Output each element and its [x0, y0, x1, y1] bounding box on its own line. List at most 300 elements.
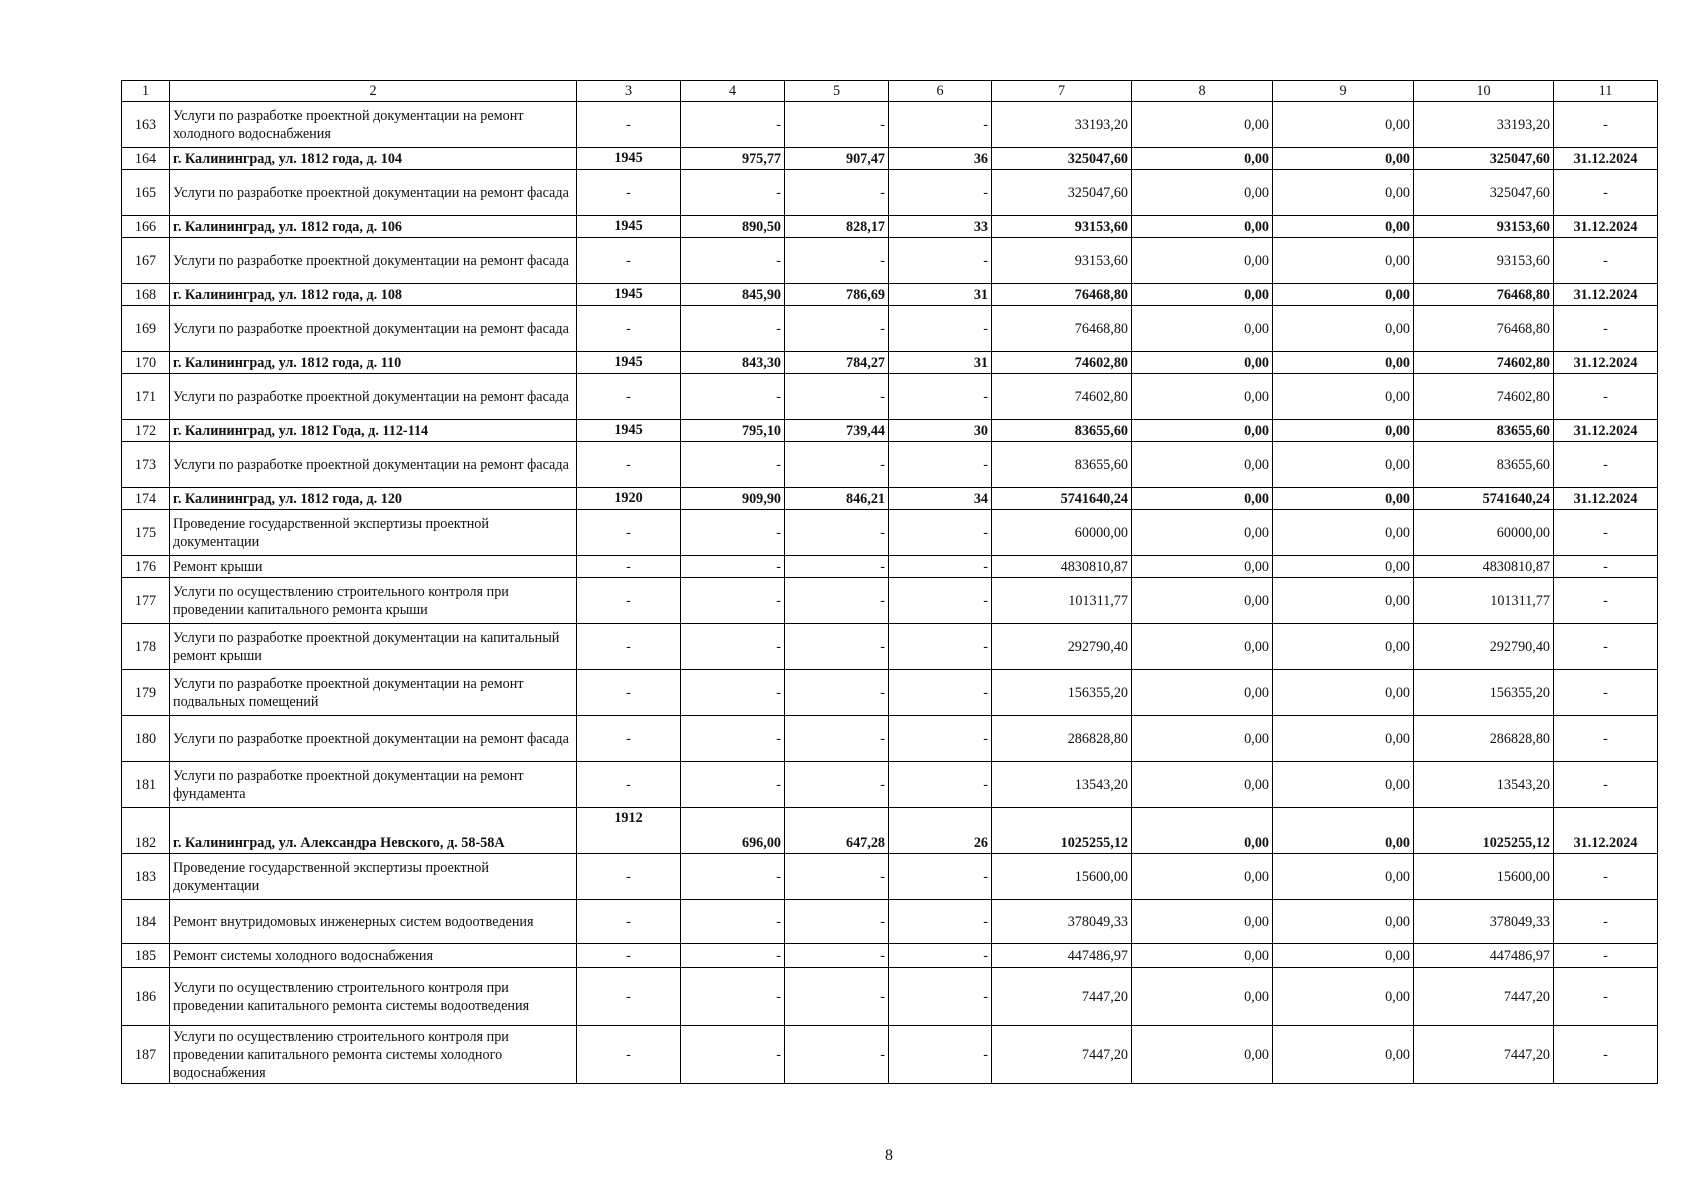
col9-value: 0,00	[1273, 306, 1414, 352]
col4-value: -	[681, 442, 785, 488]
col8-value: 0,00	[1132, 1026, 1273, 1084]
col11-value: 31.12.2024	[1554, 148, 1658, 170]
col9-value: 0,00	[1273, 670, 1414, 716]
table-row	[122, 1026, 1658, 1084]
col10-value: 325047,60	[1414, 148, 1554, 170]
col3-value: -	[577, 900, 681, 944]
col7-value: 74602,80	[992, 352, 1132, 374]
col7-value: 83655,60	[992, 442, 1132, 488]
col3-value: -	[577, 442, 681, 488]
col3-value: -	[577, 102, 681, 148]
col5-value: 907,47	[785, 148, 889, 170]
col6-value: 30	[889, 420, 992, 442]
col7-value: 325047,60	[992, 148, 1132, 170]
table-row	[122, 854, 1658, 900]
col8-value: 0,00	[1132, 808, 1273, 854]
row-number: 163	[122, 102, 170, 148]
col4-value: 975,77	[681, 148, 785, 170]
row-number: 167	[122, 238, 170, 284]
col3-value: -	[577, 944, 681, 968]
table-row	[122, 306, 1658, 352]
col6-value: -	[889, 442, 992, 488]
col10-value: 156355,20	[1414, 670, 1554, 716]
col4-value: -	[681, 968, 785, 1026]
col7-value: 76468,80	[992, 284, 1132, 306]
col9-value: 0,00	[1273, 148, 1414, 170]
col4-value: 909,90	[681, 488, 785, 510]
row-number: 170	[122, 352, 170, 374]
col4-value: -	[681, 900, 785, 944]
col10-value: 447486,97	[1414, 944, 1554, 968]
col3-value: 1945	[577, 420, 681, 442]
col10-value: 74602,80	[1414, 352, 1554, 374]
table-row	[122, 442, 1658, 488]
col9-value: 0,00	[1273, 510, 1414, 556]
col5-value: -	[785, 762, 889, 808]
column-number: 9	[1273, 81, 1414, 102]
col6-value: -	[889, 624, 992, 670]
col5-value: -	[785, 510, 889, 556]
col3-value: -	[577, 578, 681, 624]
col3-value: -	[577, 716, 681, 762]
col9-value: 0,00	[1273, 624, 1414, 670]
col4-value: 845,90	[681, 284, 785, 306]
col4-value: -	[681, 854, 785, 900]
item-name: г. Калининград, ул. 1812 года, д. 120	[170, 488, 577, 510]
col9-value: 0,00	[1273, 762, 1414, 808]
col10-value: 13543,20	[1414, 762, 1554, 808]
col9-value: 0,00	[1273, 900, 1414, 944]
item-name: г. Калининград, ул. 1812 года, д. 106	[170, 216, 577, 238]
col11-value: -	[1554, 442, 1658, 488]
item-name: Ремонт системы холодного водоснабжения	[170, 944, 577, 968]
col6-value: -	[889, 900, 992, 944]
col10-value: 286828,80	[1414, 716, 1554, 762]
col7-value: 7447,20	[992, 1026, 1132, 1084]
col3-value: 1912	[577, 808, 681, 854]
address-row	[122, 148, 1658, 170]
row-number: 164	[122, 148, 170, 170]
col10-value: 76468,80	[1414, 306, 1554, 352]
col4-value: -	[681, 556, 785, 578]
address-row	[122, 488, 1658, 510]
table-row	[122, 900, 1658, 944]
table-row	[122, 944, 1658, 968]
col3-value: 1945	[577, 352, 681, 374]
address-row	[122, 216, 1658, 238]
col9-value: 0,00	[1273, 578, 1414, 624]
col5-value: -	[785, 854, 889, 900]
col6-value: -	[889, 670, 992, 716]
item-name: Проведение государственной экспертизы проектной документации	[170, 854, 577, 900]
col9-value: 0,00	[1273, 420, 1414, 442]
column-number: 1	[122, 81, 170, 102]
col6-value: -	[889, 306, 992, 352]
row-number: 178	[122, 624, 170, 670]
column-number: 8	[1132, 81, 1273, 102]
col6-value: 36	[889, 148, 992, 170]
item-name: Услуги по осуществлению строительного контроля при проведении капитального ремонта системы водоотведения	[170, 968, 577, 1026]
row-number: 185	[122, 944, 170, 968]
col3-value: 1920	[577, 488, 681, 510]
col4-value: 696,00	[681, 808, 785, 854]
row-number: 174	[122, 488, 170, 510]
col10-value: 76468,80	[1414, 284, 1554, 306]
col11-value: -	[1554, 170, 1658, 216]
col7-value: 286828,80	[992, 716, 1132, 762]
col10-value: 33193,20	[1414, 102, 1554, 148]
col3-value: -	[577, 374, 681, 420]
col11-value: -	[1554, 900, 1658, 944]
col9-value: 0,00	[1273, 352, 1414, 374]
row-number: 179	[122, 670, 170, 716]
col4-value: -	[681, 944, 785, 968]
col5-value: -	[785, 1026, 889, 1084]
col5-value: -	[785, 238, 889, 284]
row-number: 181	[122, 762, 170, 808]
col7-value: 93153,60	[992, 216, 1132, 238]
col3-value: 1945	[577, 216, 681, 238]
col4-value: -	[681, 510, 785, 556]
table-row	[122, 556, 1658, 578]
table-row	[122, 624, 1658, 670]
col7-value: 101311,77	[992, 578, 1132, 624]
col10-value: 101311,77	[1414, 578, 1554, 624]
col10-value: 378049,33	[1414, 900, 1554, 944]
row-number: 180	[122, 716, 170, 762]
col7-value: 93153,60	[992, 238, 1132, 284]
col11-value: -	[1554, 968, 1658, 1026]
table-row	[122, 716, 1658, 762]
item-name: Услуги по осуществлению строительного контроля при проведении капитального ремонта системы холодного водоснабжения	[170, 1026, 577, 1084]
item-name: Услуги по разработке проектной документации на ремонт фасада	[170, 374, 577, 420]
item-name: г. Калининград, ул. 1812 года, д. 108	[170, 284, 577, 306]
col11-value: -	[1554, 670, 1658, 716]
col5-value: -	[785, 716, 889, 762]
col4-value: -	[681, 762, 785, 808]
col8-value: 0,00	[1132, 510, 1273, 556]
col3-value: -	[577, 170, 681, 216]
item-name: Ремонт крыши	[170, 556, 577, 578]
col8-value: 0,00	[1132, 148, 1273, 170]
page-number: 8	[885, 1147, 893, 1164]
col11-value: -	[1554, 624, 1658, 670]
col8-value: 0,00	[1132, 442, 1273, 488]
col11-value: -	[1554, 510, 1658, 556]
row-number: 177	[122, 578, 170, 624]
col4-value: -	[681, 716, 785, 762]
col5-value: 784,27	[785, 352, 889, 374]
col11-value: -	[1554, 578, 1658, 624]
column-number: 4	[681, 81, 785, 102]
col9-value: 0,00	[1273, 556, 1414, 578]
col10-value: 93153,60	[1414, 238, 1554, 284]
row-number: 176	[122, 556, 170, 578]
col3-value: -	[577, 854, 681, 900]
col5-value: -	[785, 374, 889, 420]
col5-value: -	[785, 306, 889, 352]
col8-value: 0,00	[1132, 102, 1273, 148]
col7-value: 83655,60	[992, 420, 1132, 442]
col6-value: -	[889, 1026, 992, 1084]
col6-value: -	[889, 578, 992, 624]
col4-value: 843,30	[681, 352, 785, 374]
table-row	[122, 102, 1658, 148]
col6-value: 31	[889, 284, 992, 306]
col7-value: 4830810,87	[992, 556, 1132, 578]
item-name: Ремонт внутридомовых инженерных систем водоотведения	[170, 900, 577, 944]
col7-value: 76468,80	[992, 306, 1132, 352]
col3-value: -	[577, 556, 681, 578]
col10-value: 7447,20	[1414, 968, 1554, 1026]
col11-value: 31.12.2024	[1554, 808, 1658, 854]
item-name: г. Калининград, ул. 1812 Года, д. 112-114	[170, 420, 577, 442]
col10-value: 292790,40	[1414, 624, 1554, 670]
col5-value: -	[785, 968, 889, 1026]
col8-value: 0,00	[1132, 670, 1273, 716]
col11-value: 31.12.2024	[1554, 216, 1658, 238]
col8-value: 0,00	[1132, 968, 1273, 1026]
address-row	[122, 284, 1658, 306]
col10-value: 74602,80	[1414, 374, 1554, 420]
data-table	[121, 80, 1658, 1084]
col6-value: -	[889, 374, 992, 420]
col6-value: -	[889, 102, 992, 148]
col10-value: 1025255,12	[1414, 808, 1554, 854]
col7-value: 1025255,12	[992, 808, 1132, 854]
col8-value: 0,00	[1132, 306, 1273, 352]
col9-value: 0,00	[1273, 944, 1414, 968]
column-number-row	[122, 81, 1658, 102]
col4-value: -	[681, 374, 785, 420]
column-number: 2	[170, 81, 577, 102]
col3-value: 1945	[577, 148, 681, 170]
col6-value: 26	[889, 808, 992, 854]
col11-value: 31.12.2024	[1554, 284, 1658, 306]
col9-value: 0,00	[1273, 488, 1414, 510]
col8-value: 0,00	[1132, 716, 1273, 762]
col10-value: 60000,00	[1414, 510, 1554, 556]
col4-value: -	[681, 306, 785, 352]
col8-value: 0,00	[1132, 624, 1273, 670]
item-name: Проведение государственной экспертизы проектной документации	[170, 510, 577, 556]
col9-value: 0,00	[1273, 374, 1414, 420]
table-body	[122, 81, 1658, 1084]
col3-value: -	[577, 1026, 681, 1084]
col7-value: 325047,60	[992, 170, 1132, 216]
col6-value: -	[889, 968, 992, 1026]
col9-value: 0,00	[1273, 808, 1414, 854]
col4-value: -	[681, 238, 785, 284]
table-row	[122, 510, 1658, 556]
col9-value: 0,00	[1273, 216, 1414, 238]
row-number: 173	[122, 442, 170, 488]
col11-value: -	[1554, 306, 1658, 352]
col11-value: -	[1554, 238, 1658, 284]
col6-value: -	[889, 556, 992, 578]
col4-value: -	[681, 170, 785, 216]
col5-value: -	[785, 102, 889, 148]
col8-value: 0,00	[1132, 374, 1273, 420]
col10-value: 5741640,24	[1414, 488, 1554, 510]
col7-value: 60000,00	[992, 510, 1132, 556]
col3-value: -	[577, 762, 681, 808]
col3-value: -	[577, 624, 681, 670]
col11-value: -	[1554, 762, 1658, 808]
row-number: 171	[122, 374, 170, 420]
col8-value: 0,00	[1132, 762, 1273, 808]
table-row	[122, 578, 1658, 624]
col5-value: 739,44	[785, 420, 889, 442]
col4-value: -	[681, 1026, 785, 1084]
col9-value: 0,00	[1273, 1026, 1414, 1084]
row-number: 172	[122, 420, 170, 442]
col8-value: 0,00	[1132, 854, 1273, 900]
col7-value: 292790,40	[992, 624, 1132, 670]
col7-value: 13543,20	[992, 762, 1132, 808]
table-row	[122, 762, 1658, 808]
col3-value: -	[577, 510, 681, 556]
col8-value: 0,00	[1132, 556, 1273, 578]
col7-value: 156355,20	[992, 670, 1132, 716]
col7-value: 15600,00	[992, 854, 1132, 900]
col7-value: 447486,97	[992, 944, 1132, 968]
col8-value: 0,00	[1132, 578, 1273, 624]
item-name: Услуги по разработке проектной документации на ремонт фасада	[170, 170, 577, 216]
col3-value: 1945	[577, 284, 681, 306]
col9-value: 0,00	[1273, 716, 1414, 762]
col4-value: 795,10	[681, 420, 785, 442]
col7-value: 5741640,24	[992, 488, 1132, 510]
item-name: Услуги по разработке проектной документации на ремонт фундамента	[170, 762, 577, 808]
col10-value: 4830810,87	[1414, 556, 1554, 578]
item-name: Услуги по осуществлению строительного контроля при проведении капитального ремонта крыши	[170, 578, 577, 624]
col11-value: -	[1554, 374, 1658, 420]
col9-value: 0,00	[1273, 238, 1414, 284]
row-number: 186	[122, 968, 170, 1026]
col11-value: -	[1554, 556, 1658, 578]
col5-value: 846,21	[785, 488, 889, 510]
item-name: г. Калининград, ул. Александра Невского, д. 58-58А	[170, 808, 577, 854]
col6-value: -	[889, 716, 992, 762]
col6-value: -	[889, 762, 992, 808]
col11-value: -	[1554, 854, 1658, 900]
address-row	[122, 808, 1658, 854]
col7-value: 74602,80	[992, 374, 1132, 420]
col4-value: -	[681, 624, 785, 670]
col8-value: 0,00	[1132, 216, 1273, 238]
table-row	[122, 670, 1658, 716]
col4-value: -	[681, 102, 785, 148]
col4-value: -	[681, 670, 785, 716]
col6-value: 31	[889, 352, 992, 374]
col8-value: 0,00	[1132, 238, 1273, 284]
table-row	[122, 170, 1658, 216]
col11-value: -	[1554, 944, 1658, 968]
col7-value: 33193,20	[992, 102, 1132, 148]
col9-value: 0,00	[1273, 170, 1414, 216]
col8-value: 0,00	[1132, 488, 1273, 510]
col8-value: 0,00	[1132, 900, 1273, 944]
col8-value: 0,00	[1132, 352, 1273, 374]
item-name: Услуги по разработке проектной документации на ремонт фасада	[170, 442, 577, 488]
col5-value: 647,28	[785, 808, 889, 854]
col6-value: -	[889, 510, 992, 556]
col11-value: -	[1554, 1026, 1658, 1084]
col11-value: -	[1554, 716, 1658, 762]
col8-value: 0,00	[1132, 420, 1273, 442]
col6-value: 33	[889, 216, 992, 238]
col10-value: 7447,20	[1414, 1026, 1554, 1084]
col10-value: 83655,60	[1414, 420, 1554, 442]
column-number: 6	[889, 81, 992, 102]
item-name: г. Калининград, ул. 1812 года, д. 104	[170, 148, 577, 170]
row-number: 182	[122, 808, 170, 854]
col9-value: 0,00	[1273, 442, 1414, 488]
item-name: г. Калининград, ул. 1812 года, д. 110	[170, 352, 577, 374]
col6-value: -	[889, 854, 992, 900]
col8-value: 0,00	[1132, 170, 1273, 216]
col4-value: 890,50	[681, 216, 785, 238]
col4-value: -	[681, 578, 785, 624]
col7-value: 378049,33	[992, 900, 1132, 944]
col6-value: 34	[889, 488, 992, 510]
col3-value: -	[577, 968, 681, 1026]
col7-value: 7447,20	[992, 968, 1132, 1026]
item-name: Услуги по разработке проектной документации на ремонт подвальных помещений	[170, 670, 577, 716]
col9-value: 0,00	[1273, 284, 1414, 306]
row-number: 184	[122, 900, 170, 944]
col3-value: -	[577, 238, 681, 284]
col11-value: 31.12.2024	[1554, 488, 1658, 510]
item-name: Услуги по разработке проектной документации на ремонт фасада	[170, 306, 577, 352]
col8-value: 0,00	[1132, 944, 1273, 968]
table-row	[122, 374, 1658, 420]
col5-value: -	[785, 624, 889, 670]
col8-value: 0,00	[1132, 284, 1273, 306]
column-number: 5	[785, 81, 889, 102]
col11-value: -	[1554, 102, 1658, 148]
col6-value: -	[889, 944, 992, 968]
row-number: 165	[122, 170, 170, 216]
col5-value: -	[785, 900, 889, 944]
item-name: Услуги по разработке проектной документации на капитальный ремонт крыши	[170, 624, 577, 670]
col10-value: 15600,00	[1414, 854, 1554, 900]
column-number: 3	[577, 81, 681, 102]
col9-value: 0,00	[1273, 854, 1414, 900]
item-name: Услуги по разработке проектной документации на ремонт холодного водоснабжения	[170, 102, 577, 148]
col6-value: -	[889, 170, 992, 216]
col10-value: 83655,60	[1414, 442, 1554, 488]
col5-value: 828,17	[785, 216, 889, 238]
col5-value: -	[785, 578, 889, 624]
col5-value: -	[785, 556, 889, 578]
row-number: 169	[122, 306, 170, 352]
address-row	[122, 352, 1658, 374]
address-row	[122, 420, 1658, 442]
col5-value: -	[785, 442, 889, 488]
column-number: 7	[992, 81, 1132, 102]
col11-value: 31.12.2024	[1554, 352, 1658, 374]
col10-value: 325047,60	[1414, 170, 1554, 216]
row-number: 175	[122, 510, 170, 556]
col5-value: 786,69	[785, 284, 889, 306]
col3-value: -	[577, 670, 681, 716]
col5-value: -	[785, 670, 889, 716]
row-number: 166	[122, 216, 170, 238]
column-number: 10	[1414, 81, 1554, 102]
col10-value: 93153,60	[1414, 216, 1554, 238]
